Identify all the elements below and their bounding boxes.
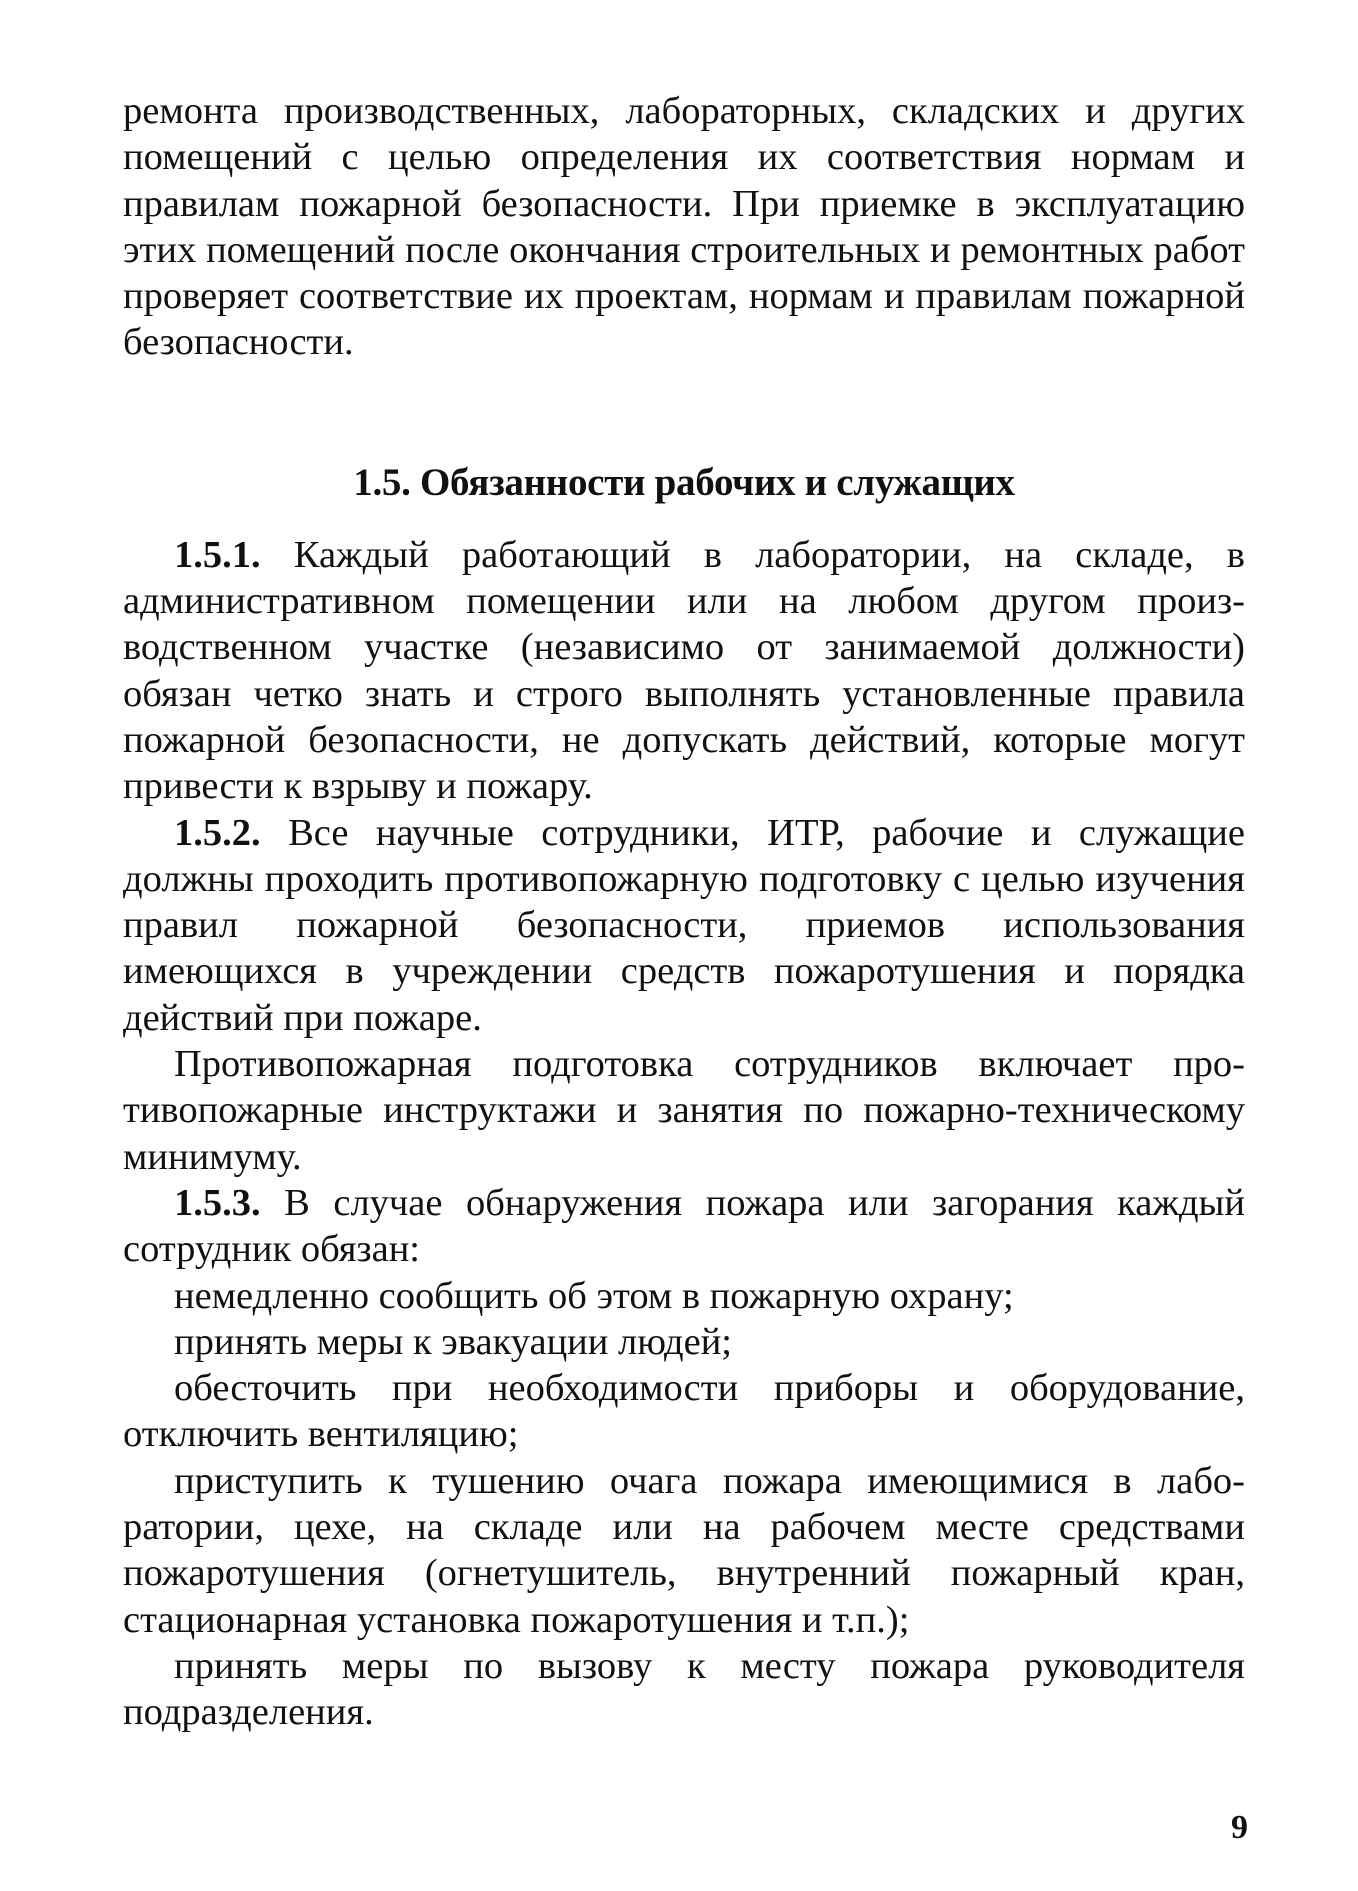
section-title: 1.5. Обязанности рабочих и служащих xyxy=(353,460,1015,504)
training-paragraph: Противопожарная подготовка сотрудников включает противопожарные инструктажи и занятия по пожарно-техническому минимуму. xyxy=(123,1043,1245,1178)
duty-item: обесточить при необходимости приборы и оборудование, отключить вентиляцию; xyxy=(123,1367,1245,1456)
item-text: В случае обнаружения пожара или загорания каждый сотрудник обязан: xyxy=(123,1181,1245,1271)
page-number: 9 xyxy=(1231,1809,1248,1846)
duty-item: принять меры по вызову к месту пожара руководителя подразделения. xyxy=(123,1644,1245,1734)
duty-item: немедленно сообщить об этом в пожарную охрану; xyxy=(174,1274,1014,1317)
document-page xyxy=(123,88,1245,1736)
item-text: Все научные сотрудники, ИТР, рабочие и служащие должны проходить противопожарную подготовку с целью изучения правил пожарной безопасности, приемов использования имеющихся в учреждении средств пожаротушения и порядка действий при пожаре. xyxy=(123,811,1246,1039)
item-1-5-1 xyxy=(123,532,1245,810)
item-1-5-2 xyxy=(123,810,1245,1041)
duty-item: принять меры к эвакуации людей; xyxy=(174,1320,733,1363)
item-number: 1.5.2. xyxy=(174,811,261,854)
item-1-5-3 xyxy=(123,1180,1245,1273)
continued-paragraph: ремонта производственных, лабораторных, складских и других помещений с целью определения их соответствия нормам и правилам пожарной безопасности. При приемке в эксплуатацию этих помещений после окончания строительных и ремонтных работ проверяет соответствие их проектам, нормам и правилам пожарной безопасности. xyxy=(123,90,1245,364)
duty-item: приступить к тушению очага пожара имеющимися в лаборатории, цехе, на складе или на рабочем месте средствами пожаротушения (огнетушитель, внутренний пожарный кран, стационарная установка пожаротушения и т.п.); xyxy=(123,1459,1245,1641)
item-number: 1.5.3. xyxy=(174,1181,261,1224)
item-number: 1.5.1. xyxy=(174,533,261,576)
item-text: Каждый работающий в лаборатории, на складе, в административном помещении или на любом другом производственном участке (независимо от занимаемой должности) обязан четко знать и строго выполнять установленные правила пожарной безопасности, не допускать действий, которые могут привести к взрыву и пожару. xyxy=(123,533,1245,808)
